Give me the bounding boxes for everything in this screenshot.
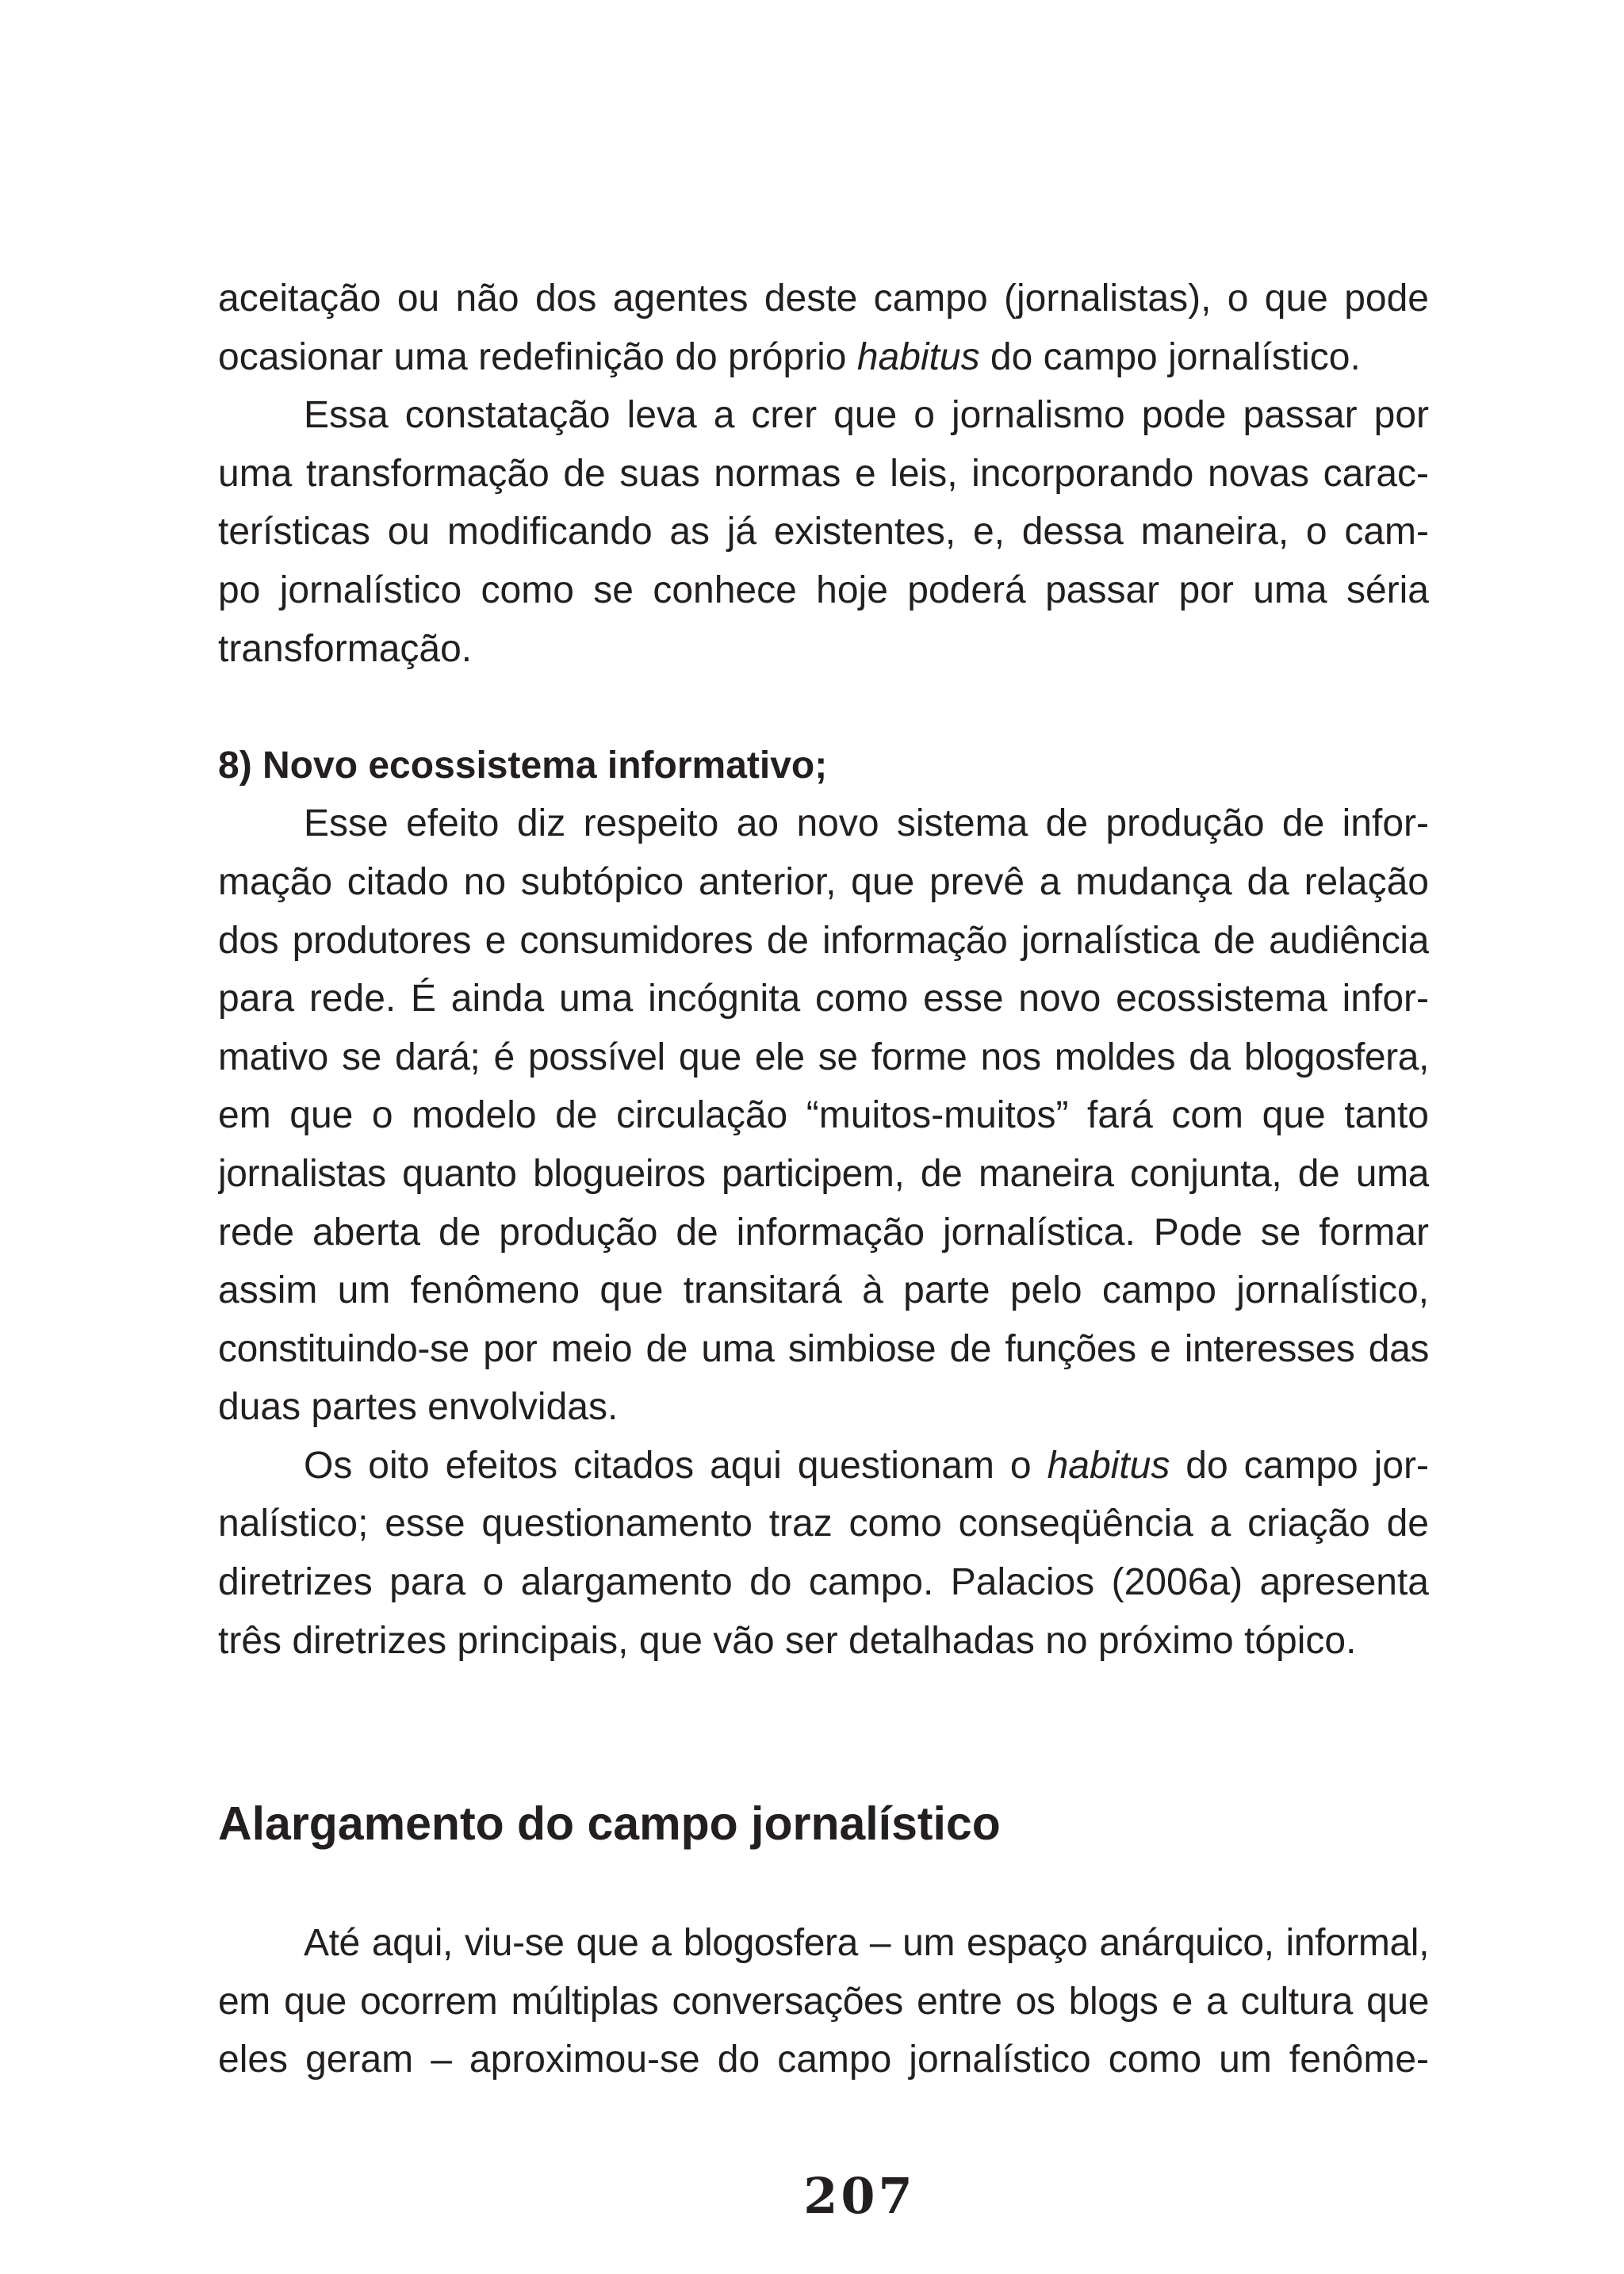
text-line: nalístico; esse questionamento traz como conseqüência a criação de <box>218 1503 1429 1545</box>
blank-line <box>218 678 1429 737</box>
section-heading: Alargamento do campo jornalístico <box>218 1797 1001 1850</box>
paragraph-section <box>218 1914 1429 2089</box>
effect-8-section <box>218 737 1429 1437</box>
text-line: em que ocorrem múltiplas conversações entre os blogs e a cultura que <box>218 1980 1429 2023</box>
text-line <box>218 1437 1429 1495</box>
text-segment: do campo jor- <box>1170 1444 1429 1487</box>
text-line: mação citado no subtópico anterior, que prevê a mudança da relação <box>218 860 1429 903</box>
text-line: Essa constatação leva a crer que o jornalismo pode passar por <box>304 394 1429 437</box>
text-line: transformação. <box>218 627 473 670</box>
text-line: jornalistas quanto blogueiros participem, de maneira conjunta, de uma <box>218 1152 1429 1195</box>
italic-term: habitus <box>856 335 980 378</box>
text-line: diretrizes para o alargamento do campo. Palacios (2006a) apresenta <box>218 1561 1429 1604</box>
text-line: Até aqui, viu-se que a blogosfera – um espaço anárquico, informal, <box>304 1922 1429 1964</box>
paragraph-continued <box>218 270 1429 386</box>
paragraph-eight-effects <box>218 1437 1429 1670</box>
text-line: terísticas ou modificando as já existentes, e, dessa maneira, o cam- <box>218 511 1429 553</box>
text-line <box>218 328 1429 387</box>
text-line: Esse efeito diz respeito ao novo sistema de produção de infor- <box>304 802 1429 845</box>
effect-heading: 8) Novo ecossistema informativo; <box>218 744 828 787</box>
text-line: assim um fenômeno que transitará à parte pelo campo jornalístico, <box>218 1269 1429 1312</box>
text-segment: do campo jornalístico. <box>979 335 1361 378</box>
text-line: duas partes envolvidas. <box>218 1386 619 1429</box>
text-segment: Os oito efeitos citados aqui questionam o <box>304 1444 1048 1487</box>
text-line: uma transformação de suas normas e leis, incorporando novas carac- <box>218 452 1429 495</box>
text-line: em que o modelo de circulação “muitos-muitos” fará com que tanto <box>218 1094 1429 1137</box>
page-number: 207 <box>803 2167 916 2225</box>
text-line: eles geram – aproximou-se do campo jornalístico como um fenôme- <box>218 2039 1429 2081</box>
paragraph-transformation <box>218 386 1429 678</box>
text-line: dos produtores e consumidores de informação jornalística de audiência <box>218 919 1429 962</box>
text-line: três diretrizes principais, que vão ser detalhadas no próximo tópico. <box>218 1619 1357 1662</box>
text-line: mativo se dará; é possível que ele se forme nos moldes da blogosfera, <box>218 1036 1429 1078</box>
italic-term: habitus <box>1047 1444 1170 1487</box>
text-line: constituindo-se por meio de uma simbiose de funções e interesses das <box>218 1327 1429 1370</box>
text-line: rede aberta de produção de informação jornalística. Pode se formar <box>218 1211 1429 1254</box>
text-line: po jornalístico como se conhece hoje poderá passar por uma séria <box>218 568 1429 611</box>
text-line: para rede. É ainda uma incógnita como esse novo ecossistema infor- <box>218 978 1429 1020</box>
text-segment: ocasionar uma redefinição do próprio <box>218 335 857 378</box>
body-text-lower <box>218 1914 1429 2089</box>
body-text-upper <box>218 270 1429 1670</box>
text-line: aceitação ou não dos agentes deste campo (jornalistas), o que pode <box>218 278 1429 320</box>
